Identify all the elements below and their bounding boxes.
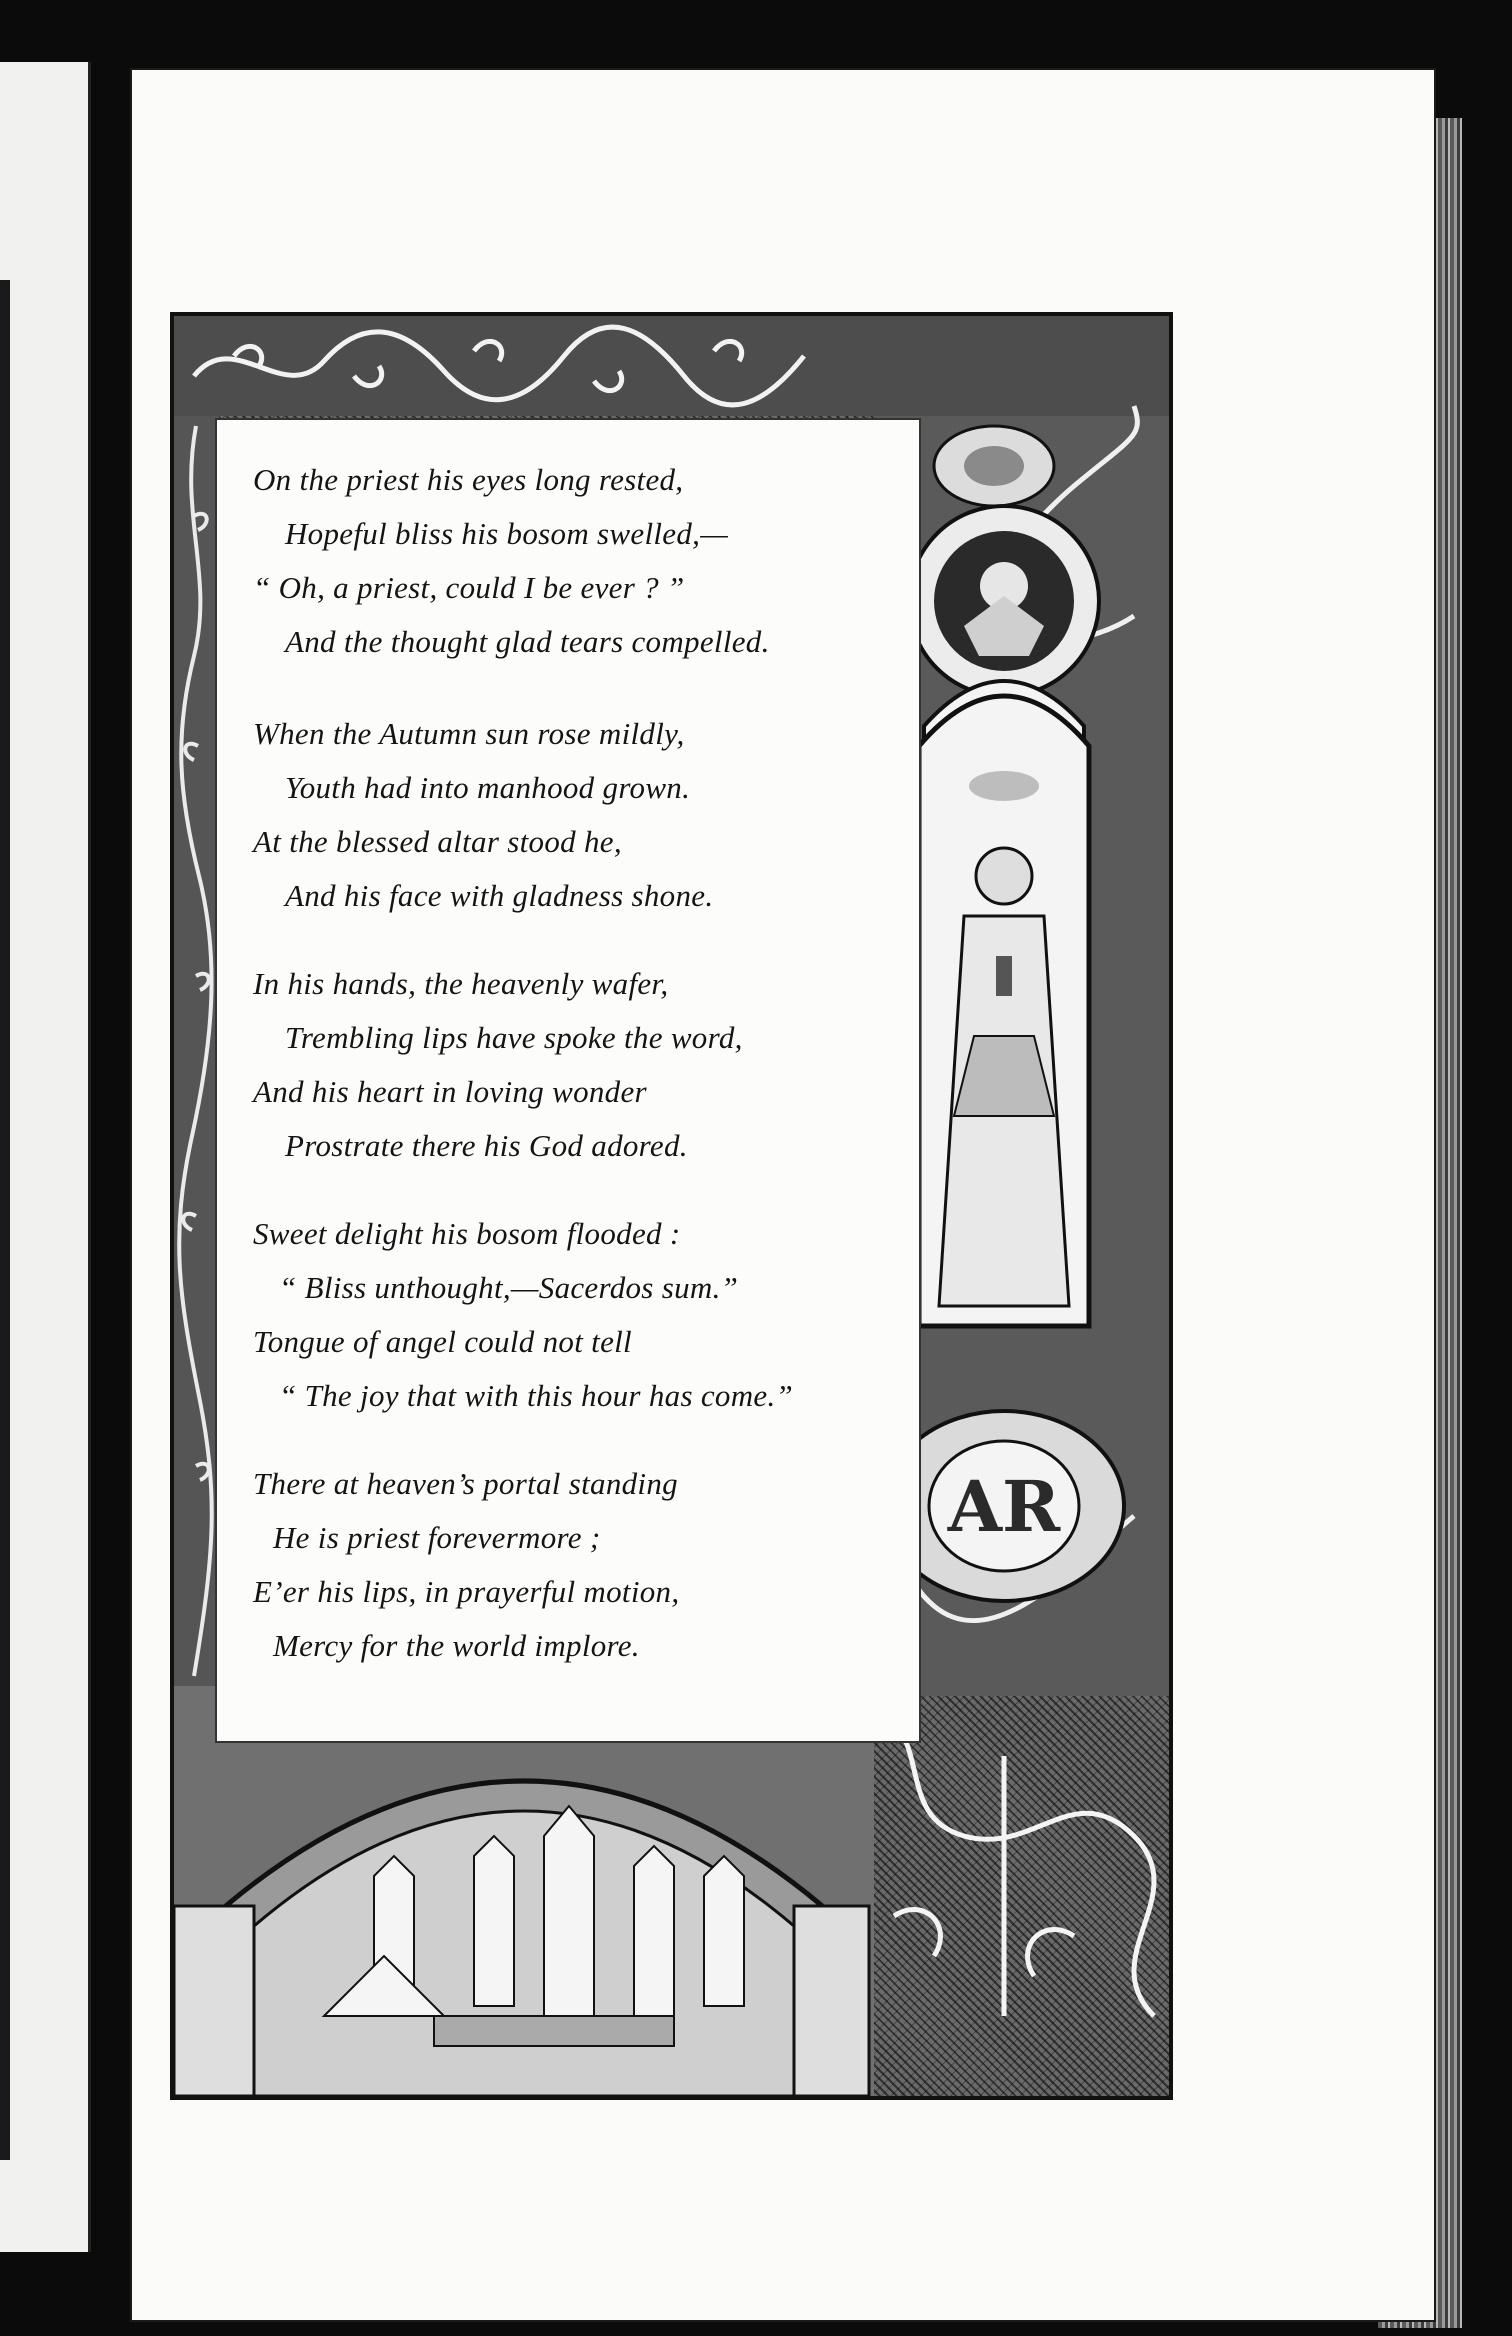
poem-line: Youth had into manhood grown. — [285, 770, 691, 805]
poem-line: Hopeful bliss his bosom swelled,— — [285, 516, 729, 551]
poem-line: At the blessed altar stood he, — [253, 824, 622, 859]
poem-panel — [215, 418, 921, 1743]
censer-icon — [934, 426, 1054, 506]
poem-line: There at heaven’s portal standing — [253, 1466, 678, 1501]
facing-page-edge — [0, 62, 91, 2252]
poem-line: Trembling lips have spoke the word, — [285, 1020, 743, 1055]
poem-line: “ Bliss unthought,—Sacerdos sum.” — [279, 1270, 739, 1305]
poem-line: On the priest his eyes long rested, — [253, 462, 684, 497]
poem-line: “ The joy that with this hour has come.” — [279, 1378, 794, 1413]
angel-medallion — [909, 506, 1099, 696]
poem-line: Mercy for the world implore. — [273, 1628, 640, 1663]
poem-line: E’er his lips, in prayerful motion, — [253, 1574, 680, 1609]
poem-line: And his face with gladness shone. — [285, 878, 714, 913]
poem-line: Tongue of angel could not tell — [253, 1324, 632, 1359]
poem-line: He is priest forevermore ; — [273, 1520, 601, 1555]
poem-line: Sweet delight his bosom flooded : — [253, 1216, 681, 1251]
poem-line: And his heart in loving wonder — [253, 1074, 647, 1109]
poem-line: And the thought glad tears compelled. — [285, 624, 770, 659]
poem-line: In his hands, the heavenly wafer, — [253, 966, 669, 1001]
facing-page-border — [0, 280, 10, 2160]
monogram-letters: AR — [947, 1465, 1061, 1548]
lower-right-foliage — [874, 1706, 1154, 2016]
poem-line: Prostrate there his God adored. — [285, 1128, 688, 1163]
poem-line: When the Autumn sun rose mildly, — [253, 716, 685, 751]
poem-line: “ Oh, a priest, could I be ever ? ” — [253, 570, 685, 605]
